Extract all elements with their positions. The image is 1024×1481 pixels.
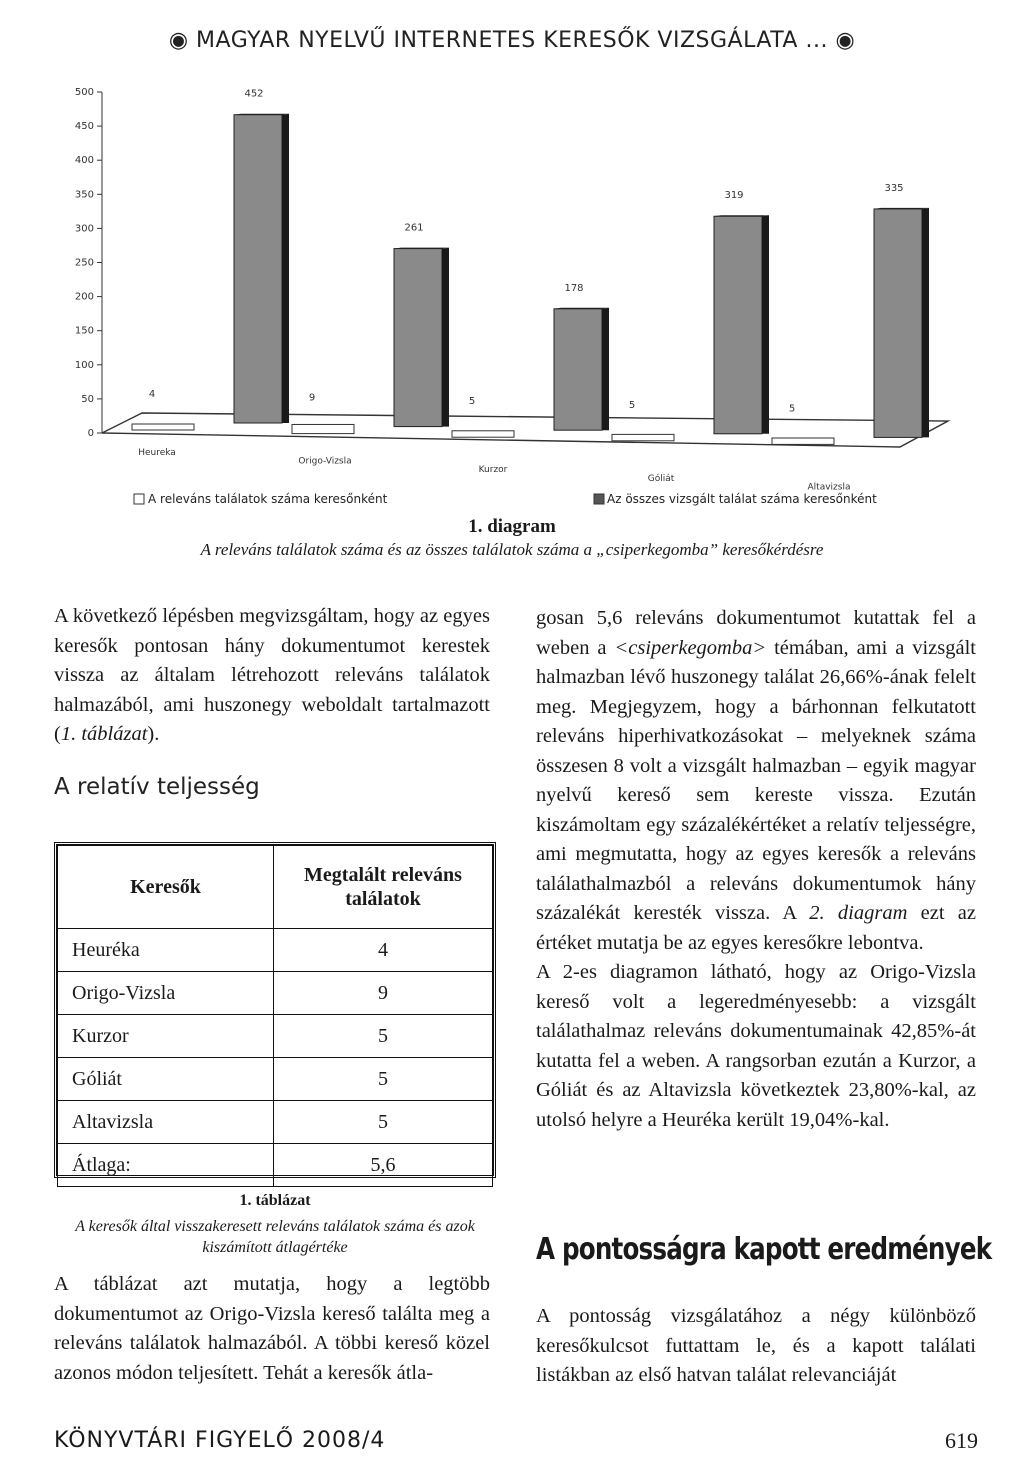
text-span: ezt az értéket mutatja be az egyes keresőkre lebontva. xyxy=(536,902,977,954)
text-span: A következő lépésben megvizsgáltam, hogy az egyes keresők pontosan hány dokumentumot kerestek vissza az általam létrehozott releváns találatok halmazából, ami huszonegy weboldalt tartalmazott ( xyxy=(54,605,490,745)
data-label-total: 261 xyxy=(404,222,424,234)
data-label-relevant: 5 xyxy=(628,399,636,411)
y-tick-label: 350 xyxy=(74,189,94,201)
category-label: Origo-Vizsla xyxy=(298,456,352,467)
bar-relevant xyxy=(452,431,514,437)
data-label-relevant: 5 xyxy=(788,403,796,415)
table-row xyxy=(58,1144,493,1187)
text-span: A 2-es diagramon látható, hogy az Origo-Vizsla kereső volt a legeredményesebb: a vizsgált találathalmaz releváns dokumentumainak 42,85%-át kutatta fel a weben. A rangsorban ezután a Kurzor, a Góliát és az Altavizsla következtek 23,80%-kal, az utolsó helyre a Heuréka került 19,04%-kal. xyxy=(536,961,976,1131)
bar-relevant xyxy=(132,424,194,430)
data-label-total: 178 xyxy=(564,282,584,294)
bar-total-side xyxy=(922,208,929,437)
table-reference: 1. táblázat xyxy=(60,723,148,745)
category-label: Altavizsla xyxy=(807,482,851,493)
cell-search-engine: Origo-Vizsla xyxy=(58,972,274,1015)
column-header: Keresők xyxy=(58,846,274,929)
y-tick-label: 150 xyxy=(74,325,94,337)
data-label-relevant: 4 xyxy=(148,389,156,400)
eye-icon: ◉ xyxy=(835,28,856,53)
bar-relevant xyxy=(772,438,834,444)
diagram-number: 1. diagram xyxy=(468,516,556,537)
header-title: MAGYAR NYELVŰ INTERNETES KERESŐK VIZSGÁLATA ... xyxy=(196,28,828,53)
data-label-total: 335 xyxy=(884,182,904,194)
legend-label-total: Az összes vizsgált találat száma keresőnként xyxy=(607,492,877,506)
page-number: 619 xyxy=(945,1428,978,1453)
results-table xyxy=(54,842,496,1178)
data-label-relevant: 5 xyxy=(468,396,476,408)
cell-search-engine: Átlaga: xyxy=(58,1144,274,1187)
text-span: gosan 5,6 releváns dokumentumot kutattak fel a weben a xyxy=(536,607,976,659)
journal-footer: KÖNYVTÁRI FIGYELŐ 2008/4 xyxy=(54,1428,386,1453)
bar-relevant xyxy=(292,424,354,433)
left-paragraph-2: A táblázat azt mutatja, hogy a legtöbb dokumentumot az Origo-Vizsla kereső találta meg a releváns találatok halmazából. A többi kereső közel azonos módon teljesített. Tehát a keresők átla- xyxy=(54,1273,490,1384)
text-span: ). xyxy=(147,723,160,745)
bar-total-side xyxy=(442,248,449,427)
data-label-total: 319 xyxy=(724,190,744,202)
bar-total-top xyxy=(394,248,449,249)
chart-svg xyxy=(40,76,1000,516)
cell-search-engine: Altavizsla xyxy=(58,1101,274,1144)
cell-relevant-count: 5 xyxy=(274,1015,493,1058)
bar-total xyxy=(234,115,282,423)
cell-relevant-count: 4 xyxy=(274,929,493,972)
data-label-relevant: 9 xyxy=(308,392,316,404)
cell-relevant-count: 9 xyxy=(274,972,493,1015)
bar-total xyxy=(394,249,442,427)
y-tick-label: 250 xyxy=(74,257,94,269)
y-tick-label: 200 xyxy=(74,291,94,303)
bar-total-side xyxy=(602,308,609,430)
legend-label-relevant: A releváns találatok száma keresőnként xyxy=(148,492,388,506)
y-tick-label: 400 xyxy=(74,155,94,167)
bar-total xyxy=(554,309,602,430)
y-tick-label: 500 xyxy=(74,87,94,98)
table xyxy=(57,845,493,1187)
category-label: Kurzor xyxy=(478,465,508,476)
bar-total-side xyxy=(762,215,769,434)
right-paragraph-2: A pontosság vizsgálatához a négy különböző keresőkulcsot futtattam le, és a kapott találati listákban az első hatvan találat relevanciáját xyxy=(536,1305,976,1386)
right-paragraph-1 xyxy=(536,604,976,1135)
table-row xyxy=(58,1058,493,1101)
bar-total-top xyxy=(554,308,609,309)
table-row xyxy=(58,1015,493,1058)
column-header: Megtalált releváns találatok xyxy=(274,846,493,929)
diagram-reference: 2. diagram xyxy=(809,902,908,924)
cell-relevant-count: 5,6 xyxy=(274,1144,493,1187)
left-paragraph-1 xyxy=(54,602,490,750)
table-row xyxy=(58,972,493,1015)
table-number: 1. táblázat xyxy=(239,1192,311,1209)
eye-icon: ◉ xyxy=(168,28,189,53)
legend-swatch-total xyxy=(594,494,604,504)
bar-total xyxy=(714,216,762,434)
legend-swatch-relevant xyxy=(134,494,144,504)
cell-search-engine: Kurzor xyxy=(58,1015,274,1058)
category-label: Góliát xyxy=(647,473,675,484)
text-span: témában, ami a vizsgált halmazban lévő huszonegy találat 26,66%-ának felelt meg. Megjegyzem, hogy a bárhonnan felkutatott releváns hiperhivatkozásokat – melyeknek száma összesen 8 volt a vizsgált halmazban – egyik magyar nyelvű kereső sem kereste vissza. Ezután kiszámoltam egy százalékértéket a relatív teljességre, ami megmutatta, hogy az egyes keresők a releváns találathalmazból a releváns dokumentumok hány százalékát keresték vissza. A xyxy=(536,636,976,924)
cell-search-engine: Heuréka xyxy=(58,929,274,972)
cell-relevant-count: 5 xyxy=(274,1101,493,1144)
table-header-row xyxy=(58,846,493,929)
running-header xyxy=(0,28,1024,53)
y-tick-label: 450 xyxy=(74,121,94,133)
topic-term: <csiperkegomba> xyxy=(614,636,767,659)
category-label: Heureka xyxy=(138,448,176,458)
bar-chart xyxy=(40,76,1000,546)
y-tick-label: 100 xyxy=(74,359,94,371)
bar-total-side xyxy=(282,114,289,423)
y-tick-label: 300 xyxy=(74,223,94,235)
table-row xyxy=(58,1101,493,1144)
cell-relevant-count: 5 xyxy=(274,1058,493,1101)
diagram-caption: A releváns találatok száma és az összes találatok száma a „csiperkegomba” keresőkérdésre xyxy=(200,540,824,559)
y-tick-label: 50 xyxy=(81,393,94,405)
bar-relevant xyxy=(612,434,674,440)
bar-total xyxy=(874,209,922,437)
table-caption: A keresők által visszakeresett releváns találatok száma és azok kiszámított átlagértéke xyxy=(75,1218,475,1256)
bar-total-top xyxy=(714,215,769,216)
y-tick-label: 0 xyxy=(87,428,94,439)
bar-total-top xyxy=(874,208,929,209)
data-label-total: 452 xyxy=(244,88,264,100)
table-row xyxy=(58,929,493,972)
cell-search-engine: Góliát xyxy=(58,1058,274,1101)
bar-total-top xyxy=(234,114,289,115)
section-heading: A pontosságra kapott eredmények xyxy=(536,1232,992,1267)
section-title: A relatív teljesség xyxy=(54,774,260,800)
